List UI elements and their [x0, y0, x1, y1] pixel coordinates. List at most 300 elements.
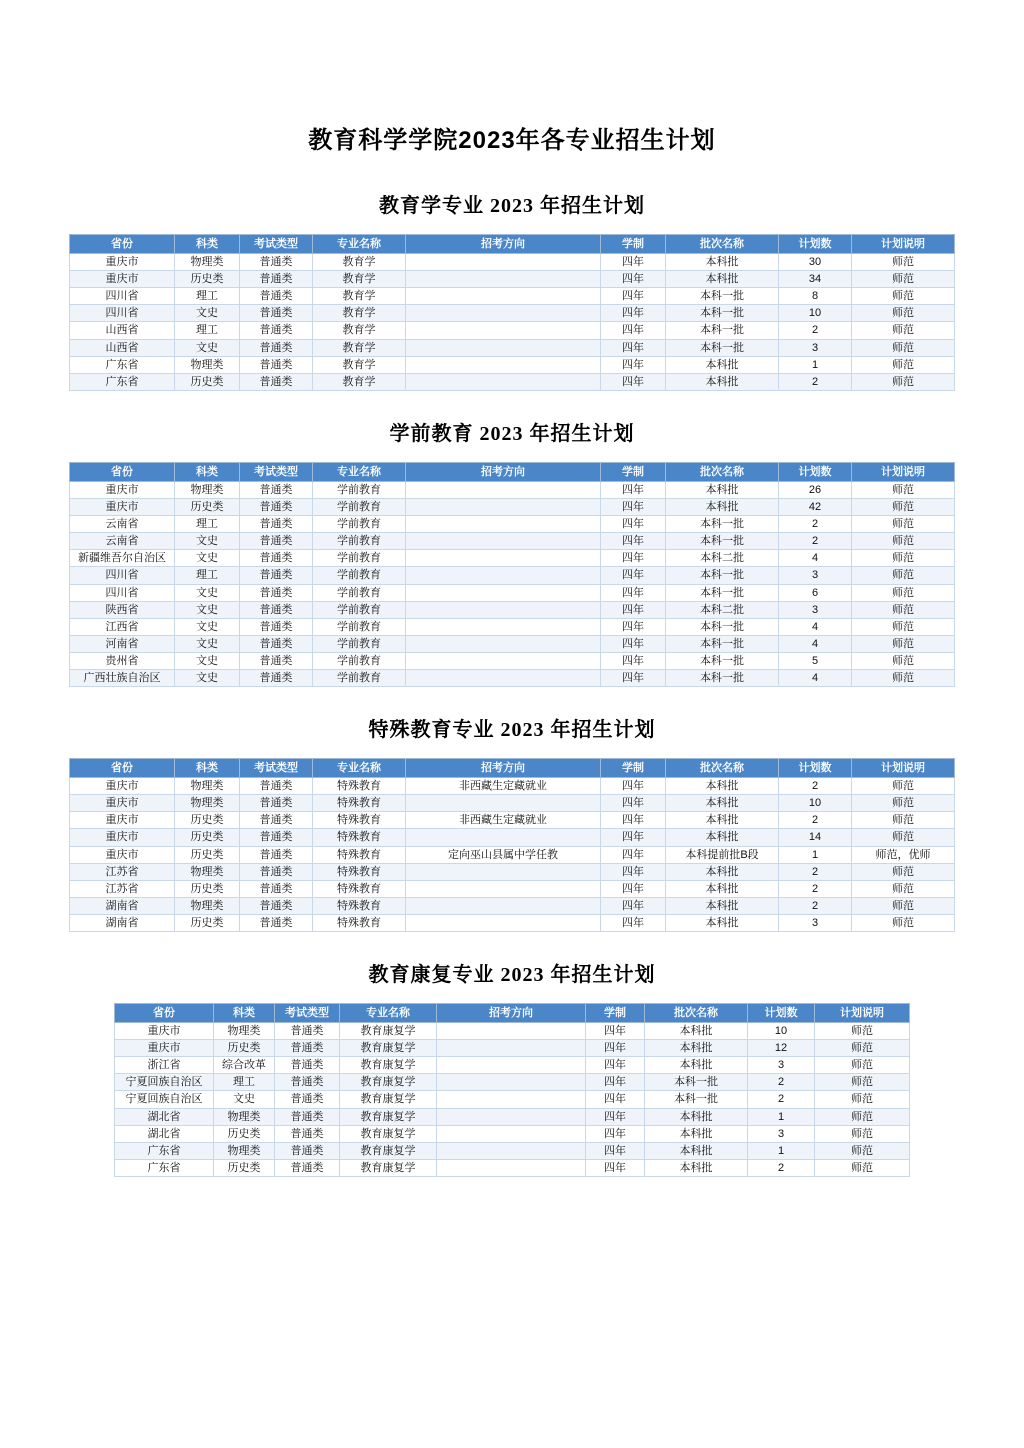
- cell-exam-type: 普通类: [240, 254, 313, 271]
- cell-quota: 4: [779, 669, 852, 686]
- cell-exam-type: 普通类: [240, 322, 313, 339]
- section-title: 教育康复专业 2023 年招生计划: [368, 964, 656, 986]
- col-note: 计划说明: [852, 462, 955, 481]
- cell-province: 四川省: [70, 288, 175, 305]
- cell-duration: 四年: [601, 863, 666, 880]
- cell-exam-type: 普通类: [240, 584, 313, 601]
- cell-major: 教育康复学: [340, 1091, 437, 1108]
- cell-province: 宁夏回族自治区: [115, 1091, 214, 1108]
- cell-quota: 2: [748, 1159, 815, 1176]
- cell-batch: 本科批: [645, 1023, 748, 1040]
- cell-category: 理工: [175, 516, 240, 533]
- cell-major: 特殊教育: [313, 880, 406, 897]
- cell-duration: 四年: [601, 356, 666, 373]
- cell-quota: 12: [748, 1040, 815, 1057]
- cell-province: 江苏省: [70, 863, 175, 880]
- cell-quota: 10: [748, 1023, 815, 1040]
- table-row: [70, 669, 955, 686]
- cell-exam-type: 普通类: [240, 897, 313, 914]
- cell-major: 特殊教育: [313, 846, 406, 863]
- cell-direction: [406, 669, 601, 686]
- cell-category: 历史类: [175, 812, 240, 829]
- cell-batch: 本科批: [666, 481, 779, 498]
- table-header: [70, 235, 955, 254]
- table-row: [70, 481, 955, 498]
- cell-exam-type: 普通类: [240, 778, 313, 795]
- cell-category: 文史: [175, 584, 240, 601]
- col-batch: 批次名称: [666, 235, 779, 254]
- cell-duration: 四年: [586, 1023, 645, 1040]
- cell-major: 特殊教育: [313, 897, 406, 914]
- cell-direction: [406, 254, 601, 271]
- cell-direction: [406, 897, 601, 914]
- cell-batch: 本科一批: [666, 516, 779, 533]
- table-row: [70, 288, 955, 305]
- col-province: 省份: [70, 759, 175, 778]
- plan-table-education: [69, 234, 955, 391]
- col-note: 计划说明: [852, 235, 955, 254]
- cell-duration: 四年: [601, 584, 666, 601]
- cell-province: 重庆市: [70, 829, 175, 846]
- section-preschool-major: [40, 417, 984, 687]
- cell-category: 历史类: [175, 829, 240, 846]
- cell-category: 文史: [175, 618, 240, 635]
- cell-direction: [406, 863, 601, 880]
- cell-batch: 本科二批: [666, 550, 779, 567]
- cell-duration: 四年: [601, 778, 666, 795]
- cell-direction: 非西藏生定藏就业: [406, 812, 601, 829]
- cell-province: 重庆市: [70, 254, 175, 271]
- section-title: 特殊教育专业 2023 年招生计划: [368, 719, 656, 742]
- cell-province: 重庆市: [70, 271, 175, 288]
- col-exam-type: 考试类型: [240, 235, 313, 254]
- col-major: 专业名称: [313, 759, 406, 778]
- table-row: [115, 1040, 910, 1057]
- cell-major: 学前教育: [313, 533, 406, 550]
- cell-note: 师范: [852, 584, 955, 601]
- cell-quota: 2: [779, 880, 852, 897]
- cell-batch: 本科批: [645, 1142, 748, 1159]
- cell-direction: [406, 829, 601, 846]
- cell-category: 文史: [175, 652, 240, 669]
- cell-major: 学前教育: [313, 618, 406, 635]
- cell-major: 教育学: [313, 339, 406, 356]
- cell-province: 湖南省: [70, 897, 175, 914]
- cell-category: 历史类: [175, 880, 240, 897]
- cell-category: 物理类: [214, 1023, 275, 1040]
- cell-batch: 本科一批: [666, 635, 779, 652]
- col-duration: 学制: [586, 1004, 645, 1023]
- cell-quota: 2: [779, 778, 852, 795]
- cell-direction: [406, 288, 601, 305]
- cell-major: 特殊教育: [313, 795, 406, 812]
- cell-duration: 四年: [601, 897, 666, 914]
- cell-note: 师范: [852, 795, 955, 812]
- cell-batch: 本科一批: [666, 339, 779, 356]
- cell-batch: 本科一批: [666, 533, 779, 550]
- cell-batch: 本科一批: [666, 669, 779, 686]
- col-province: 省份: [70, 235, 175, 254]
- cell-note: 师范: [852, 863, 955, 880]
- table-row: [70, 652, 955, 669]
- col-note: 计划说明: [815, 1004, 910, 1023]
- cell-note: 师范: [815, 1040, 910, 1057]
- cell-province: 湖北省: [115, 1108, 214, 1125]
- cell-note: 师范: [852, 914, 955, 931]
- cell-quota: 1: [779, 846, 852, 863]
- cell-quota: 5: [779, 652, 852, 669]
- cell-batch: 本科一批: [666, 567, 779, 584]
- cell-note: 师范: [815, 1142, 910, 1159]
- cell-quota: 2: [779, 533, 852, 550]
- cell-direction: [406, 271, 601, 288]
- cell-major: 学前教育: [313, 516, 406, 533]
- cell-category: 文史: [175, 550, 240, 567]
- cell-province: 江苏省: [70, 880, 175, 897]
- col-duration: 学制: [601, 235, 666, 254]
- col-exam-type: 考试类型: [275, 1004, 340, 1023]
- cell-exam-type: 普通类: [240, 601, 313, 618]
- cell-note: 师范: [852, 567, 955, 584]
- cell-category: 文史: [175, 339, 240, 356]
- cell-category: 物理类: [175, 778, 240, 795]
- cell-major: 特殊教育: [313, 863, 406, 880]
- table-row: [70, 795, 955, 812]
- cell-category: 文史: [175, 305, 240, 322]
- table-row: [70, 356, 955, 373]
- plan-table-special-education: [69, 758, 955, 932]
- cell-province: 河南省: [70, 635, 175, 652]
- cell-province: 陕西省: [70, 601, 175, 618]
- cell-category: 历史类: [214, 1159, 275, 1176]
- cell-direction: [406, 499, 601, 516]
- table-row: [115, 1074, 910, 1091]
- cell-quota: 3: [779, 567, 852, 584]
- col-exam-type: 考试类型: [240, 462, 313, 481]
- cell-category: 历史类: [175, 846, 240, 863]
- header-row: [70, 462, 955, 481]
- col-quota: 计划数: [779, 759, 852, 778]
- table-row: [70, 322, 955, 339]
- table-row: [70, 550, 955, 567]
- cell-province: 广西壮族自治区: [70, 669, 175, 686]
- cell-exam-type: 普通类: [240, 863, 313, 880]
- cell-note: 师范: [852, 601, 955, 618]
- cell-duration: 四年: [601, 635, 666, 652]
- cell-direction: [437, 1108, 586, 1125]
- cell-batch: 本科批: [666, 812, 779, 829]
- cell-note: 师范: [852, 373, 955, 390]
- cell-quota: 4: [779, 550, 852, 567]
- cell-category: 历史类: [214, 1125, 275, 1142]
- cell-category: 历史类: [175, 271, 240, 288]
- table-row: [70, 533, 955, 550]
- cell-exam-type: 普通类: [240, 652, 313, 669]
- cell-note: 师范: [852, 339, 955, 356]
- cell-duration: 四年: [601, 481, 666, 498]
- cell-major: 教育学: [313, 356, 406, 373]
- cell-note: 师范: [852, 829, 955, 846]
- cell-direction: [406, 339, 601, 356]
- col-batch: 批次名称: [666, 759, 779, 778]
- table-row: [70, 829, 955, 846]
- cell-batch: 本科批: [666, 795, 779, 812]
- cell-batch: 本科批: [666, 254, 779, 271]
- table-row: [70, 914, 955, 931]
- cell-exam-type: 普通类: [240, 567, 313, 584]
- table-row: [70, 339, 955, 356]
- cell-direction: [437, 1142, 586, 1159]
- header-row: [70, 235, 955, 254]
- cell-major: 教育康复学: [340, 1159, 437, 1176]
- cell-major: 学前教育: [313, 499, 406, 516]
- header-row: [70, 759, 955, 778]
- table-row: [70, 271, 955, 288]
- cell-batch: 本科批: [645, 1040, 748, 1057]
- table-row: [70, 635, 955, 652]
- cell-province: 浙江省: [115, 1057, 214, 1074]
- cell-note: 师范，优师: [852, 846, 955, 863]
- cell-major: 教育康复学: [340, 1142, 437, 1159]
- cell-batch: 本科一批: [666, 652, 779, 669]
- col-major: 专业名称: [313, 462, 406, 481]
- cell-batch: 本科批: [645, 1108, 748, 1125]
- cell-category: 理工: [214, 1074, 275, 1091]
- cell-note: 师范: [852, 356, 955, 373]
- cell-batch: 本科一批: [666, 322, 779, 339]
- cell-batch: 本科提前批B段: [666, 846, 779, 863]
- cell-note: 师范: [852, 618, 955, 635]
- cell-quota: 10: [779, 305, 852, 322]
- table-body: [70, 778, 955, 932]
- cell-exam-type: 普通类: [240, 481, 313, 498]
- cell-duration: 四年: [601, 914, 666, 931]
- cell-quota: 2: [748, 1091, 815, 1108]
- cell-province: 湖南省: [70, 914, 175, 931]
- cell-category: 文史: [175, 533, 240, 550]
- table-row: [70, 516, 955, 533]
- cell-note: 师范: [852, 481, 955, 498]
- cell-batch: 本科批: [645, 1125, 748, 1142]
- cell-major: 教育学: [313, 254, 406, 271]
- cell-province: 重庆市: [70, 795, 175, 812]
- cell-province: 江西省: [70, 618, 175, 635]
- cell-quota: 4: [779, 618, 852, 635]
- cell-duration: 四年: [586, 1125, 645, 1142]
- cell-direction: [406, 373, 601, 390]
- cell-note: 师范: [852, 499, 955, 516]
- cell-major: 学前教育: [313, 669, 406, 686]
- cell-province: 新疆维吾尔自治区: [70, 550, 175, 567]
- table-row: [70, 499, 955, 516]
- cell-direction: [437, 1125, 586, 1142]
- cell-exam-type: 普通类: [240, 499, 313, 516]
- cell-note: 师范: [815, 1074, 910, 1091]
- cell-category: 历史类: [175, 499, 240, 516]
- cell-category: 文史: [175, 601, 240, 618]
- cell-batch: 本科一批: [645, 1091, 748, 1108]
- table-row: [70, 373, 955, 390]
- cell-batch: 本科一批: [666, 288, 779, 305]
- cell-note: 师范: [852, 550, 955, 567]
- cell-category: 理工: [175, 567, 240, 584]
- cell-quota: 3: [779, 914, 852, 931]
- table-row: [70, 305, 955, 322]
- table-row: [115, 1142, 910, 1159]
- cell-direction: [437, 1023, 586, 1040]
- cell-batch: 本科一批: [645, 1074, 748, 1091]
- cell-direction: [406, 618, 601, 635]
- cell-duration: 四年: [586, 1108, 645, 1125]
- cell-quota: 2: [779, 812, 852, 829]
- cell-duration: 四年: [601, 669, 666, 686]
- cell-note: 师范: [815, 1159, 910, 1176]
- col-batch: 批次名称: [645, 1004, 748, 1023]
- cell-quota: 4: [779, 635, 852, 652]
- section-rehabilitation-major: [40, 958, 984, 1177]
- table-row: [70, 254, 955, 271]
- plan-table-preschool: [69, 462, 955, 687]
- cell-note: 师范: [852, 812, 955, 829]
- cell-province: 四川省: [70, 584, 175, 601]
- cell-quota: 2: [779, 863, 852, 880]
- cell-quota: 1: [748, 1142, 815, 1159]
- col-province: 省份: [115, 1004, 214, 1023]
- col-duration: 学制: [601, 759, 666, 778]
- cell-province: 宁夏回族自治区: [115, 1074, 214, 1091]
- col-category: 科类: [175, 235, 240, 254]
- cell-duration: 四年: [601, 812, 666, 829]
- cell-exam-type: 普通类: [240, 635, 313, 652]
- table-row: [70, 584, 955, 601]
- cell-duration: 四年: [601, 567, 666, 584]
- cell-category: 物理类: [214, 1142, 275, 1159]
- cell-batch: 本科批: [666, 271, 779, 288]
- col-quota: 计划数: [779, 462, 852, 481]
- cell-note: 师范: [852, 271, 955, 288]
- col-direction: 招考方向: [437, 1004, 586, 1023]
- section-education-major: [40, 189, 984, 391]
- cell-exam-type: 普通类: [240, 812, 313, 829]
- cell-duration: 四年: [601, 499, 666, 516]
- cell-major: 学前教育: [313, 652, 406, 669]
- cell-category: 物理类: [175, 863, 240, 880]
- cell-quota: 30: [779, 254, 852, 271]
- col-category: 科类: [214, 1004, 275, 1023]
- cell-major: 教育康复学: [340, 1057, 437, 1074]
- cell-exam-type: 普通类: [240, 550, 313, 567]
- cell-direction: [406, 880, 601, 897]
- cell-duration: 四年: [586, 1159, 645, 1176]
- cell-duration: 四年: [586, 1142, 645, 1159]
- table-body: [115, 1023, 910, 1177]
- cell-note: 师范: [852, 288, 955, 305]
- cell-province: 四川省: [70, 305, 175, 322]
- table-row: [70, 863, 955, 880]
- cell-major: 特殊教育: [313, 829, 406, 846]
- cell-major: 教育康复学: [340, 1125, 437, 1142]
- cell-direction: [437, 1040, 586, 1057]
- col-category: 科类: [175, 462, 240, 481]
- cell-duration: 四年: [586, 1074, 645, 1091]
- col-major: 专业名称: [313, 235, 406, 254]
- cell-province: 云南省: [70, 516, 175, 533]
- cell-batch: 本科二批: [666, 601, 779, 618]
- cell-quota: 1: [779, 356, 852, 373]
- cell-province: 重庆市: [115, 1040, 214, 1057]
- cell-note: 师范: [852, 669, 955, 686]
- cell-category: 理工: [175, 322, 240, 339]
- cell-category: 历史类: [175, 914, 240, 931]
- cell-province: 广东省: [70, 373, 175, 390]
- cell-direction: [406, 635, 601, 652]
- table-row: [115, 1057, 910, 1074]
- cell-exam-type: 普通类: [240, 271, 313, 288]
- table-row: [115, 1108, 910, 1125]
- cell-duration: 四年: [601, 271, 666, 288]
- cell-category: 理工: [175, 288, 240, 305]
- cell-note: 师范: [852, 305, 955, 322]
- cell-major: 教育康复学: [340, 1074, 437, 1091]
- col-direction: 招考方向: [406, 759, 601, 778]
- cell-direction: [406, 516, 601, 533]
- table-row: [70, 567, 955, 584]
- cell-duration: 四年: [601, 795, 666, 812]
- cell-note: 师范: [852, 897, 955, 914]
- cell-direction: [406, 305, 601, 322]
- table-row: [70, 897, 955, 914]
- cell-exam-type: 普通类: [240, 669, 313, 686]
- cell-batch: 本科批: [666, 897, 779, 914]
- cell-quota: 14: [779, 829, 852, 846]
- cell-duration: 四年: [586, 1091, 645, 1108]
- cell-batch: 本科批: [666, 880, 779, 897]
- col-province: 省份: [70, 462, 175, 481]
- cell-category: 综合改革: [214, 1057, 275, 1074]
- table-row: [70, 618, 955, 635]
- plan-table-rehabilitation: [114, 1003, 910, 1177]
- cell-direction: [406, 322, 601, 339]
- cell-major: 学前教育: [313, 584, 406, 601]
- cell-exam-type: 普通类: [275, 1125, 340, 1142]
- cell-exam-type: 普通类: [275, 1159, 340, 1176]
- cell-quota: 2: [748, 1074, 815, 1091]
- cell-category: 物理类: [175, 356, 240, 373]
- table-row: [70, 846, 955, 863]
- cell-major: 教育学: [313, 271, 406, 288]
- cell-exam-type: 普通类: [275, 1074, 340, 1091]
- cell-duration: 四年: [601, 288, 666, 305]
- cell-exam-type: 普通类: [240, 305, 313, 322]
- cell-direction: [406, 601, 601, 618]
- cell-duration: 四年: [601, 601, 666, 618]
- col-direction: 招考方向: [406, 462, 601, 481]
- cell-province: 重庆市: [70, 846, 175, 863]
- cell-category: 物理类: [175, 897, 240, 914]
- cell-major: 教育康复学: [340, 1023, 437, 1040]
- cell-province: 山西省: [70, 322, 175, 339]
- cell-major: 教育康复学: [340, 1040, 437, 1057]
- cell-quota: 3: [779, 339, 852, 356]
- cell-province: 广东省: [70, 356, 175, 373]
- cell-direction: [406, 481, 601, 498]
- table-header: [70, 462, 955, 481]
- cell-major: 学前教育: [313, 550, 406, 567]
- cell-province: 云南省: [70, 533, 175, 550]
- table-body: [70, 254, 955, 391]
- table-header: [70, 759, 955, 778]
- cell-exam-type: 普通类: [240, 533, 313, 550]
